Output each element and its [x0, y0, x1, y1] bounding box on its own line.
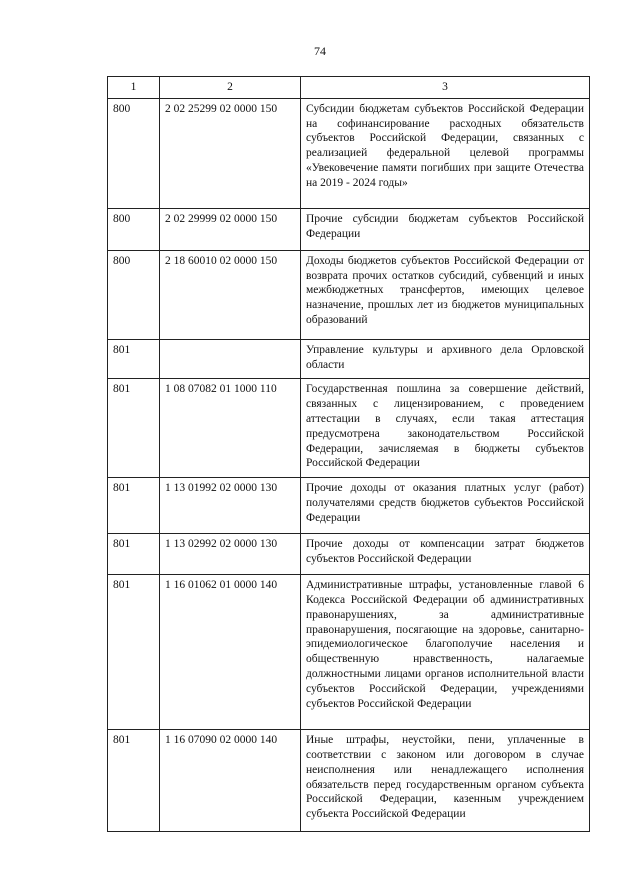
table-row: [108, 730, 590, 832]
admin-code-cell: 800: [108, 208, 160, 250]
table-row: [108, 575, 590, 730]
description-cell: Субсидии бюджетам субъектов Российской Федерации на софинансирование расходных обязательств субъектов Российской Федерации, связанных с реализацией федеральной целевой программы «Увековечение памяти погибших при защите Отечества на 2019 - 2024 годы»: [301, 98, 590, 208]
description-cell: Управление культуры и архивного дела Орловской области: [301, 339, 590, 379]
description-cell: Доходы бюджетов субъектов Российской Федерации от возврата прочих остатков субсидий, субвенций и иных межбюджетных трансфертов, имеющих целевое назначение, прошлых лет из бюджетов муниципальных образований: [301, 250, 590, 339]
description-cell: Административные штрафы, установленные главой 6 Кодекса Российской Федерации об административных правонарушениях, за административные правонарушения, посягающие на здоровье, санитарно-эпидемиологическое благополучие населения и общественную нравственность, налагаемые должностными лицами органов исполнительной власти субъектов Российской Федерации, учреждениями субъектов Российской Федерации: [301, 575, 590, 730]
description-cell: Прочие доходы от компенсации затрат бюджетов субъектов Российской Федерации: [301, 534, 590, 575]
table-row: [108, 250, 590, 339]
column-header-2: 2: [160, 77, 301, 99]
table-row: [108, 339, 590, 379]
budget-code-cell: 1 13 02992 02 0000 130: [160, 534, 301, 575]
table-header: [108, 77, 590, 99]
header-row: [108, 77, 590, 99]
revenue-codes-table: [107, 76, 590, 832]
column-header-1: 1: [108, 77, 160, 99]
table-row: [108, 208, 590, 250]
table-body: [108, 98, 590, 831]
page-number: 74: [314, 44, 326, 58]
budget-code-cell: 1 08 07082 01 1000 110: [160, 379, 301, 478]
table-row: [108, 98, 590, 208]
description-cell: Прочие доходы от оказания платных услуг (работ) получателями средств бюджетов субъектов Российской Федерации: [301, 478, 590, 534]
budget-code-cell: 1 16 01062 01 0000 140: [160, 575, 301, 730]
admin-code-cell: 801: [108, 730, 160, 832]
admin-code-cell: 801: [108, 478, 160, 534]
admin-code-cell: 801: [108, 575, 160, 730]
budget-code-cell: 2 02 25299 02 0000 150: [160, 98, 301, 208]
column-header-3: 3: [301, 77, 590, 99]
description-cell: Прочие субсидии бюджетам субъектов Российской Федерации: [301, 208, 590, 250]
budget-code-cell: 1 13 01992 02 0000 130: [160, 478, 301, 534]
description-cell: Государственная пошлина за совершение действий, связанных с лицензированием, с проведением аттестации в случаях, если такая аттестация предусмотрена законодательством Российской Федерации, зачисляемая в бюджеты субъектов Российской Федерации: [301, 379, 590, 478]
table-row: [108, 478, 590, 534]
budget-code-cell: 2 02 29999 02 0000 150: [160, 208, 301, 250]
table-row: [108, 379, 590, 478]
admin-code-cell: 801: [108, 339, 160, 379]
table-row: [108, 534, 590, 575]
budget-code-cell: 2 18 60010 02 0000 150: [160, 250, 301, 339]
admin-code-cell: 800: [108, 98, 160, 208]
description-cell: Иные штрафы, неустойки, пени, уплаченные в соответствии с законом или договором в случае неисполнения или ненадлежащего исполнения обязательств перед государственным органом субъекта Российской Федерации, казенным учреждением субъекта Российской Федерации: [301, 730, 590, 832]
admin-code-cell: 801: [108, 379, 160, 478]
admin-code-cell: 800: [108, 250, 160, 339]
budget-code-cell: [160, 339, 301, 379]
budget-code-cell: 1 16 07090 02 0000 140: [160, 730, 301, 832]
admin-code-cell: 801: [108, 534, 160, 575]
